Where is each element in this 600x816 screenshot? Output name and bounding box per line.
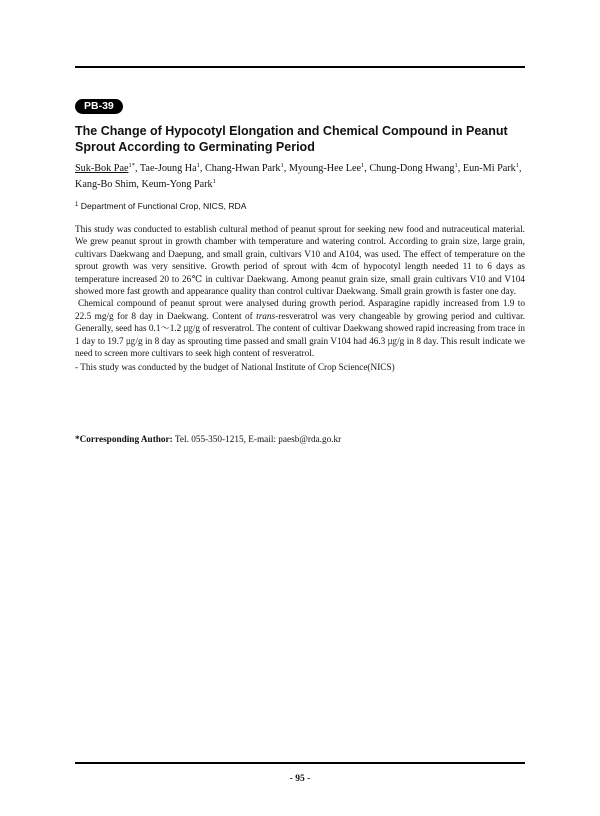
- author-separator: ,: [519, 163, 522, 174]
- author-name: Kang-Bo Shim: [75, 178, 137, 190]
- corresponding-author: [75, 434, 525, 446]
- abstract-text: -resveratrol was very changeable by growing period and cultivar. Generally, seed has 0.1～1.2 ㎍/g of resveratrol. The content of cultivar Daekwang showed rapid increasing from trace in 1 day to 19.7 ㎍/g in 8 day as sprouting time passed and small grain V104 had 46.3 ㎍/g in 8 day. This result indicate we need to screen more cultivars to seek high content of resveratrol.: [75, 311, 526, 360]
- corresponding-contact: Tel. 055-350-1215, E-mail: paesb@rda.go.kr: [172, 435, 342, 445]
- author-separator: ,: [457, 163, 463, 174]
- author-affiliation-mark: 1: [212, 177, 216, 185]
- author-affiliation-mark: 1: [280, 162, 284, 169]
- top-rule: [75, 66, 525, 68]
- author: [75, 179, 142, 190]
- author-affiliation-mark: 1*: [128, 162, 135, 169]
- author-separator: ,: [136, 178, 142, 190]
- session-badge: PB-39: [75, 99, 123, 114]
- author: [463, 163, 522, 174]
- abstract-paragraph-2: [75, 298, 525, 360]
- author-name: Keum-Yong Park: [141, 178, 213, 190]
- corresponding-label: *Corresponding Author:: [75, 435, 173, 445]
- author-separator: ,: [283, 163, 289, 174]
- abstract: [75, 224, 525, 375]
- author: [369, 163, 463, 174]
- italic-term: trans: [256, 311, 276, 322]
- author-name: Suk-Bok Pae: [75, 163, 129, 174]
- author-name: Eun-Mi Park: [462, 163, 516, 174]
- author: [142, 179, 216, 190]
- author: [289, 163, 369, 174]
- author: [75, 163, 140, 174]
- author-name: Chang-Hwan Park: [204, 163, 281, 174]
- author: [140, 163, 205, 174]
- author-affiliation-mark: 1: [196, 162, 200, 169]
- author-affiliation-mark: 1: [361, 162, 365, 169]
- author-separator: ,: [199, 163, 205, 174]
- author-separator: ,: [134, 163, 140, 174]
- affiliation-mark: 1: [75, 202, 79, 208]
- author-separator: ,: [364, 163, 370, 174]
- page-number: - 95 -: [289, 774, 311, 784]
- author-name: Tae-Joung Ha: [139, 163, 197, 174]
- author: [205, 163, 289, 174]
- affiliation-text: Department of Functional Crop, NICS, RDA: [80, 201, 247, 211]
- author-name: Myoung-Hee Lee: [288, 163, 361, 174]
- abstract-paragraph-1: This study was conducted to establish cultural method of peanut sprout for seeking new food and nutraceutical material. We grew peanut sprout in growth chamber with temperature and watering control. According to grain size, large grain, cultivars Daekwang and Daepung, and small grain, cultivars V10 and A104, was used. The effect of temperature on the sprout growth was very sensitive. Growth period of sprout with 4cm of hypocotyl length needed 11 to 6 days as temperature increased 20 to 26℃ in cultivar Daekwang. Among peanut grain size, small grain cultivars V10 and V104 showed more fast growth and appearance quality than control cultivar Daekwang. Small grain growth is faster one day.: [75, 225, 525, 298]
- author-affiliation-mark: 1: [515, 162, 520, 169]
- author-list: [75, 161, 525, 192]
- abstract-text: Chemical compound of peanut sprout were analysed during growth period. Asparagine rapidly increased from 1.9 to 22.5 mg/g for 8 day in Daekwang. Content of: [75, 299, 525, 322]
- bottom-rule: [75, 762, 525, 764]
- affiliation: [75, 200, 525, 212]
- paper-title: The Change of Hypocotyl Elongation and Chemical Compound in Peanut Sprout According to Germinating Period: [75, 124, 508, 154]
- author-name: Chung-Dong Hwang: [369, 163, 455, 174]
- funding-note: - This study was conducted by the budget of National Institute of Crop Science(NICS): [75, 363, 395, 374]
- author-affiliation-mark: 1: [454, 162, 458, 169]
